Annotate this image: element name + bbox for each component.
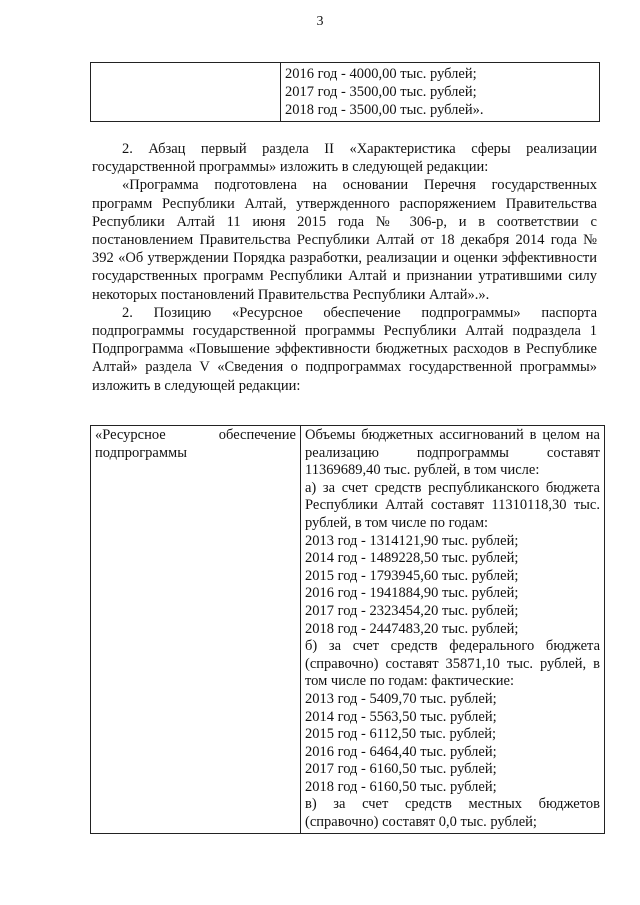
table-cell-years [281, 63, 600, 122]
funding-table-continuation [90, 62, 600, 122]
year-line: 2014 год - 1489228,50 тыс. рублей; [305, 550, 519, 567]
funding-intro: Объемы бюджетных ассигнований в целом на реализацию подпрограммы составят 11369689,40 тыс. рублей, в том числе: [305, 427, 600, 479]
year-line: 2015 год - 6112,50 тыс. рублей; [305, 726, 497, 743]
year-line: 2017 год - 6160,50 тыс. рублей; [305, 761, 497, 778]
table-cell-content [301, 426, 605, 834]
funding-section-b: б) за счет средств федерального бюджета (справочно) составят 35871,10 тыс. рублей, в том числе по годам: фактические: [305, 638, 600, 690]
year-line: 2017 год - 3500,00 тыс. рублей; [285, 84, 477, 100]
year-line: 2016 год - 4000,00 тыс. рублей; [285, 66, 477, 82]
paragraph-resource-position: 2. Позицию «Ресурсное обеспечение подпрограммы» паспорта подпрограммы государственной программы Республики Алтай подраздела 1 Подпрограмма «Повышение эффективности бюджетных расходов в Республике Алтай» раздела V «Сведения о подпрограммах государственной программы» изложить в следующей редакции: [92, 304, 597, 394]
page-number: 3 [316, 14, 324, 29]
year-line: 2016 год - 1941884,90 тыс. рублей; [305, 585, 519, 602]
table-cell-empty [91, 63, 281, 122]
year-line: 2018 год - 2447483,20 тыс. рублей; [305, 620, 519, 637]
year-line: 2016 год - 6464,40 тыс. рублей; [305, 743, 497, 760]
year-line: 2013 год - 1314121,90 тыс. рублей; [305, 532, 519, 549]
paragraph-program-basis: «Программа подготовлена на основании Перечня государственных программ Республики Алтай, утвержденного распоряжением Правительства Республики Алтай 11 июня 2015 года № 306-р, и в соответствии с постановлением Правительства Республики Алтай от 18 декабря 2014 года № 392 «Об утверждении Порядка разработки, реализации и оценки эффективности государственных программ Республики Алтай и признании утратившими силу некоторых постановлений Правительства Республики Алтай».». [92, 177, 597, 303]
funding-section-c: в) за счет средств местных бюджетов (справочно) составят 0,0 тыс. рублей; [305, 796, 600, 831]
paragraph-section-2-amendment: 2. Абзац первый раздела II «Характеристика сферы реализации государственной программы» изложить в следующей редакции: [92, 141, 597, 176]
table-row [91, 63, 600, 122]
table-row [91, 426, 605, 834]
year-line: 2013 год - 5409,70 тыс. рублей; [305, 690, 497, 707]
table-cell-label [91, 426, 301, 834]
document-body [92, 140, 597, 395]
year-line: 2015 год - 1793945,60 тыс. рублей; [305, 567, 519, 584]
year-line: 2018 год - 3500,00 тыс. рублей». [285, 102, 484, 118]
resource-provision-label: «Ресурсное обеспечение подпрограммы [95, 427, 296, 461]
year-line: 2017 год - 2323454,20 тыс. рублей; [305, 602, 519, 619]
year-line: 2014 год - 5563,50 тыс. рублей; [305, 708, 497, 725]
year-line: 2018 год - 6160,50 тыс. рублей; [305, 778, 497, 795]
funding-section-a: а) за счет средств республиканского бюджета Республики Алтай составят 11310118,30 тыс. рублей, в том числе по годам: [305, 479, 600, 531]
resource-provision-table [90, 425, 605, 834]
